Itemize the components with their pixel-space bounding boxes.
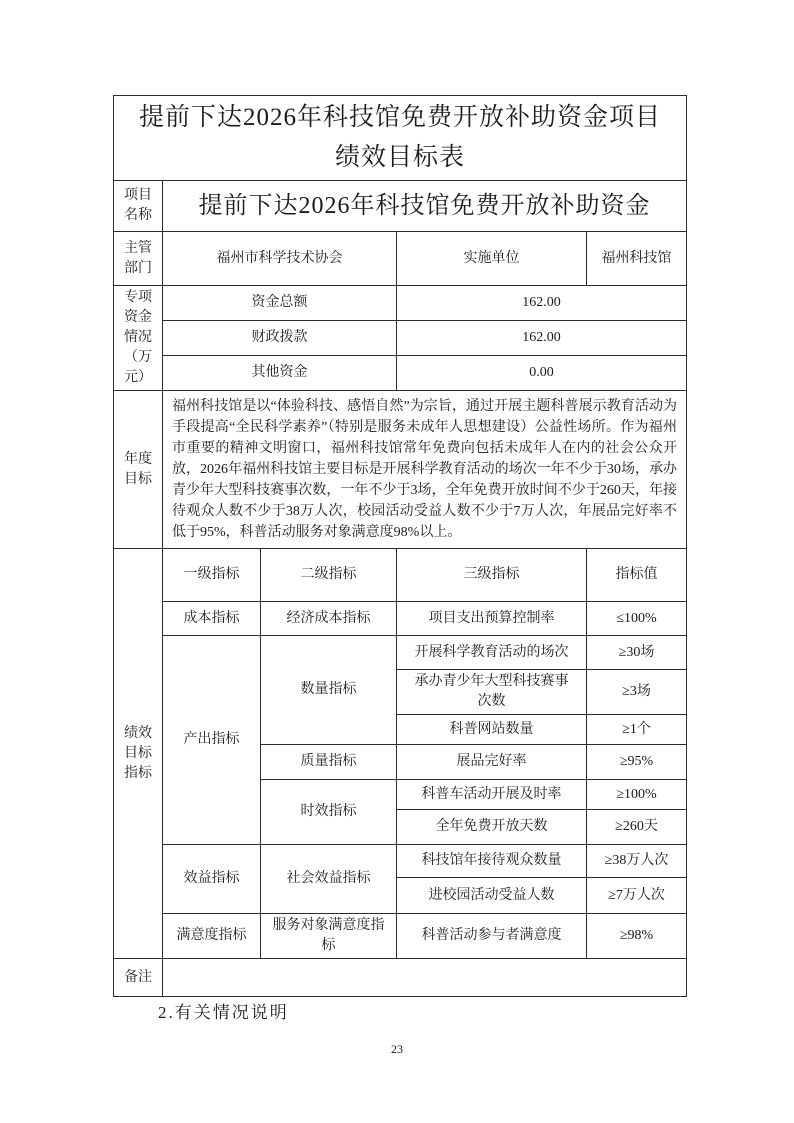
value-cell: ≥1个 xyxy=(587,715,687,745)
level3-cell: 科普活动参与者满意度 xyxy=(397,914,587,959)
fund-row-value: 0.00 xyxy=(397,356,687,391)
remark-label: 备注 xyxy=(114,959,163,997)
header-level3: 三级指标 xyxy=(397,549,587,602)
department-label: 主管部门 xyxy=(114,232,163,286)
fund-row-name: 资金总额 xyxy=(163,286,397,321)
level3-cell: 科技馆年接待观众数量 xyxy=(397,845,587,878)
value-cell: ≥7万人次 xyxy=(587,878,687,914)
fund-row xyxy=(114,321,687,356)
level1-cell: 满意度指标 xyxy=(163,914,261,959)
fund-label: 专项资金情况（万元） xyxy=(114,286,163,391)
level2-cell: 社会效益指标 xyxy=(261,845,397,914)
level3-cell: 承办青少年大型科技赛事次数 xyxy=(397,670,587,715)
level2-cell: 服务对象满意度指标 xyxy=(261,914,397,959)
table-title-line1: 提前下达2026年科技馆免费开放补助资金项目 xyxy=(139,104,662,131)
level1-cell: 成本指标 xyxy=(163,602,261,636)
level3-cell: 开展科学教育活动的场次 xyxy=(397,636,587,670)
value-cell: ≥260天 xyxy=(587,810,687,845)
section-note: 2.有关情况说明 xyxy=(158,1003,289,1022)
level3-cell: 项目支出预算控制率 xyxy=(397,602,587,636)
fund-row-value: 162.00 xyxy=(397,321,687,356)
annual-goal-label: 年度目标 xyxy=(114,391,163,549)
level3-cell: 科普车活动开展及时率 xyxy=(397,780,587,810)
project-name-value: 提前下达2026年科技馆免费开放补助资金 xyxy=(163,181,687,232)
fund-row xyxy=(114,286,687,321)
indicator-row xyxy=(114,845,687,878)
department-value: 福州市科学技术协会 xyxy=(163,232,397,286)
indicator-row xyxy=(114,914,687,959)
level3-cell: 全年免费开放天数 xyxy=(397,810,587,845)
level3-cell: 展品完好率 xyxy=(397,745,587,780)
level1-cell: 产出指标 xyxy=(163,636,261,845)
level3-cell: 科普网站数量 xyxy=(397,715,587,745)
level2-cell: 时效指标 xyxy=(261,780,397,845)
value-cell: ≥30场 xyxy=(587,636,687,670)
value-cell: ≥98% xyxy=(587,914,687,959)
remark-row xyxy=(114,959,687,997)
fund-row xyxy=(114,356,687,391)
project-name-label: 项目名称 xyxy=(114,181,163,232)
header-value: 指标值 xyxy=(587,549,687,602)
value-cell: ≥3场 xyxy=(587,670,687,715)
level3-cell: 进校园活动受益人数 xyxy=(397,878,587,914)
level2-cell: 数量指标 xyxy=(261,636,397,745)
implement-unit-value: 福州科技馆 xyxy=(587,232,687,286)
project-name-row xyxy=(114,181,687,232)
department-row xyxy=(114,232,687,286)
header-level1: 一级指标 xyxy=(163,549,261,602)
value-cell: ≤100% xyxy=(587,602,687,636)
fund-row-name: 财政拨款 xyxy=(163,321,397,356)
remark-value xyxy=(163,959,687,997)
indicators-header-row xyxy=(114,549,687,602)
value-cell: ≥95% xyxy=(587,745,687,780)
value-cell: ≥38万人次 xyxy=(587,845,687,878)
title-row xyxy=(114,96,687,181)
value-cell: ≥100% xyxy=(587,780,687,810)
annual-goal-row xyxy=(114,391,687,549)
annual-goal-text: 福州科技馆是以“体验科技、感悟自然”为宗旨，通过开展主题科普展示教育活动为手段提高“全民科学素养”（特别是服务未成年人思想建设）公益性场所。作为福州市重要的精神文明窗口，福州科技馆常年免费向包括未成年人在内的社会公众开放，2026年福州科技馆主要目标是开展科学教育活动的场次一年不少于30场，承办青少年大型科技赛事次数，一年不少于3场，全年免费开放时间不少于260天，年接待观众人数不少于38万人次，校园活动受益人数不少于7万人次，年展品完好率不低于95%，科普活动服务对象满意度98%以上。 xyxy=(163,391,687,549)
fund-row-value: 162.00 xyxy=(397,286,687,321)
page-number: 23 xyxy=(391,1042,403,1056)
table-title-line2: 绩效目标表 xyxy=(335,144,466,171)
level1-cell: 效益指标 xyxy=(163,845,261,914)
indicator-row xyxy=(114,636,687,670)
implement-unit-label: 实施单位 xyxy=(397,232,587,286)
fund-row-name: 其他资金 xyxy=(163,356,397,391)
header-level2: 二级指标 xyxy=(261,549,397,602)
indicators-label: 绩效目标指标 xyxy=(114,549,163,959)
table-title xyxy=(114,96,687,181)
level2-cell: 质量指标 xyxy=(261,745,397,780)
level2-cell: 经济成本指标 xyxy=(261,602,397,636)
indicator-row xyxy=(114,602,687,636)
performance-target-table xyxy=(113,95,687,997)
